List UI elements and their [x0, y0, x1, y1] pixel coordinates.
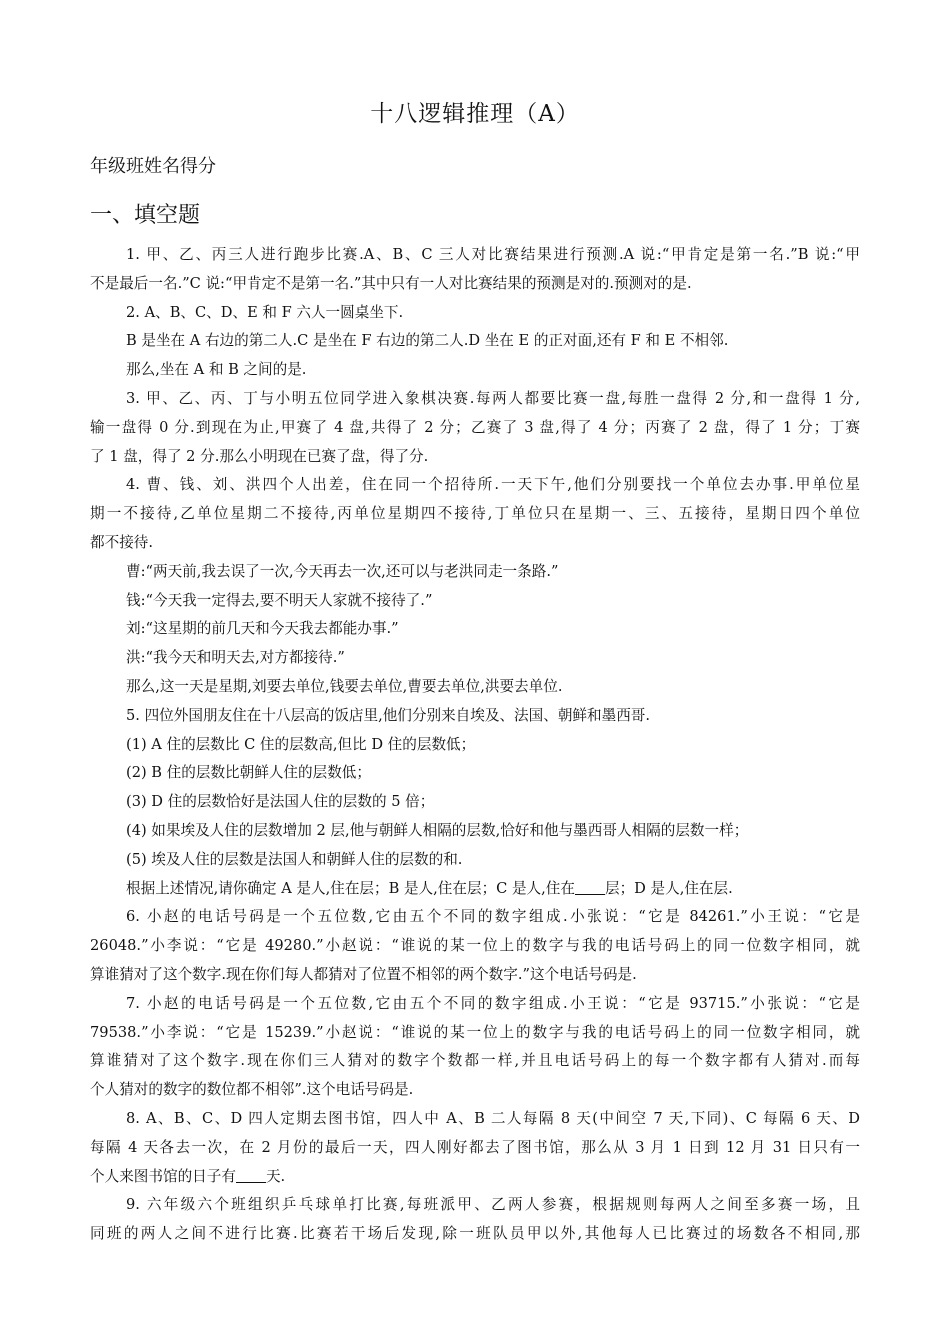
text-line	[90, 500, 860, 529]
text-line	[90, 846, 860, 875]
text-line	[90, 327, 860, 356]
text-line	[90, 990, 860, 1019]
text-line	[90, 817, 860, 846]
line-text: (3) D 住的层数恰好是法国人住的层数的 5 倍；	[126, 793, 435, 811]
text-line	[90, 788, 860, 817]
line-text: 个人来图书馆的日子有	[90, 1167, 236, 1185]
line-text: (4) 如果埃及人住的层数增加 2 层,他与朝鲜人相隔的层数,恰好和他与墨西哥人相隔的层数一样；	[126, 821, 749, 839]
text-line	[90, 1220, 860, 1249]
line-text: 1. 甲、乙、丙三人进行跑步比赛.A、B、C 三人对比赛结果进行预测.A 说:“甲肯定是第一名.”B 说:“甲	[126, 246, 860, 263]
page-title: 十八逻辑推理（A）	[370, 101, 580, 127]
question-body	[90, 241, 860, 1249]
line-text: 曹:“两天前,我去误了一次,今天再去一次,还可以与老洪同走一条路.”	[126, 562, 559, 580]
student-info-line: 年级班姓名得分	[90, 156, 216, 177]
text-line	[90, 759, 860, 788]
text-line	[90, 673, 860, 702]
line-text: 个人猜对的数字的数位都不相邻”.这个电话号码是.	[90, 1081, 414, 1099]
text-line	[90, 702, 860, 731]
text-line	[90, 1076, 860, 1105]
text-line	[90, 731, 860, 760]
line-text: 了 1 盘，得了 2 分.那么小明现在已赛了盘，得了分.	[90, 447, 429, 465]
text-line	[90, 529, 860, 558]
text-line	[90, 961, 860, 990]
line-text: 26048.”小李说：“它是 49280.”小赵说：“谁说的某一位上的数字与我的电话号码上的同一位数字相同，就	[90, 937, 860, 955]
text-line	[90, 414, 860, 443]
line-text: 3. 甲、乙、丙、丁与小明五位同学进入象棋决赛.每两人都要比赛一盘,每胜一盘得 2 分,和一盘得 1 分,	[126, 389, 860, 407]
text-line	[90, 558, 860, 587]
line-text: 同班的两人之间不进行比赛.比赛若干场后发现,除一班队员甲以外,其他每人已比赛过的场数各不相同,那	[90, 1225, 860, 1243]
text-line	[90, 1163, 860, 1192]
section-heading: 一、填空题	[90, 203, 201, 228]
line-text: 4. 曹、钱、刘、洪四个人出差，住在同一个招待所.一天下午,他们分别要找一个单位去办事.甲单位星	[126, 476, 860, 494]
line-text: 刘:“这星期的前几天和今天我去都能办事.”	[126, 620, 399, 638]
line-text: 都不接待.	[90, 533, 154, 551]
line-text: 算谁猜对了这个数字.现在你们三人猜对的数字个数都一样,并且电话号码上的每一个数字都有人猜对.而每	[90, 1052, 860, 1070]
text-line	[90, 471, 860, 500]
line-text: (1) A 住的层数比 C 住的层数高,但比 D 住的层数低；	[126, 735, 476, 753]
text-line	[90, 356, 860, 385]
line-text: 根据上述情况,请你确定 A 是人,住在层；B 是人,住在层；C 是人,住在	[126, 879, 575, 897]
text-line	[90, 1019, 860, 1048]
line-text: 不是最后一名.”C 说:“甲肯定不是第一名.”其中只有一人对比赛结果的预测是对的.预测对的是.	[90, 274, 692, 292]
line-text: 输一盘得 0 分.到现在为止,甲赛了 4 盘,共得了 2 分；乙赛了 3 盘,得了 4 分；丙赛了 2 盘，得了 1 分；丁赛	[90, 418, 860, 436]
line-text: 那么,坐在 A 和 B 之间的是.	[126, 361, 307, 379]
text-line	[90, 903, 860, 932]
answer-blank	[236, 1168, 266, 1183]
line-text: 2. A、B、C、D、E 和 F 六人一圆桌坐下.	[126, 303, 404, 321]
text-line	[90, 385, 860, 414]
text-line	[90, 932, 860, 961]
text-line	[90, 443, 860, 472]
text-line	[90, 587, 860, 616]
text-line	[90, 615, 860, 644]
line-text: 6. 小赵的电话号码是一个五位数,它由五个不同的数字组成.小张说：“它是 84261.”小王说：“它是	[126, 908, 860, 926]
line-text: 那么,这一天是星期,刘要去单位,钱要去单位,曹要去单位,洪要去单位.	[126, 677, 563, 695]
line-text: 每隔 4 天各去一次，在 2 月份的最后一天，四人刚好都去了图书馆，那么从 3 月 1 日到 12 月 31 日只有一	[90, 1138, 860, 1156]
text-line	[90, 1105, 860, 1134]
line-text: B 是坐在 A 右边的第二人.C 是坐在 F 右边的第二人.D 坐在 E 的正对面,还有 F 和 E 不相邻.	[126, 332, 729, 350]
text-line	[90, 875, 860, 904]
line-text: 5. 四位外国朋友住在十八层高的饭店里,他们分别来自埃及、法国、朝鲜和墨西哥.	[126, 706, 651, 724]
line-text: 算谁猜对了这个数字.现在你们每人都猜对了位置不相邻的两个数字.”这个电话号码是.	[90, 965, 637, 983]
text-line	[90, 1134, 860, 1163]
line-text: 期一不接待,乙单位星期二不接待,丙单位星期四不接待,丁单位只在星期一、三、五接待，星期日四个单位	[90, 505, 860, 523]
text-line	[90, 644, 860, 673]
text-line	[90, 270, 860, 299]
line-text: 7. 小赵的电话号码是一个五位数,它由五个不同的数字组成.小王说：“它是 93715.”小张说：“它是	[126, 994, 860, 1012]
text-line	[90, 1191, 860, 1220]
text-line	[90, 299, 860, 328]
line-text: 8. A、B、C、D 四人定期去图书馆，四人中 A、B 二人每隔 8 天(中间空 7 天,下同)、C 每隔 6 天、D	[126, 1109, 860, 1127]
text-line	[90, 1047, 860, 1076]
line-text: 洪:“我今天和明天去,对方都接待.”	[126, 649, 345, 667]
line-text: 9. 六年级六个班组织乒乓球单打比赛,每班派甲、乙两人参赛，根据规则每两人之间至多赛一场，且	[126, 1196, 860, 1214]
line-text: 钱:“今天我一定得去,要不明天人家就不接待了.”	[126, 591, 433, 609]
text-line	[90, 241, 860, 270]
line-text: 79538.”小李说：“它是 15239.”小赵说：“谁说的某一位上的数字与我的电话号码上的同一位数字相同，就	[90, 1023, 860, 1041]
line-text: 天.	[265, 1167, 286, 1185]
line-text: 层；D 是人,住在层.	[604, 879, 733, 897]
line-text: (5) 埃及人住的层数是法国人和朝鲜人住的层数的和.	[126, 850, 463, 868]
answer-blank	[575, 880, 605, 895]
line-text: (2) B 住的层数比朝鲜人住的层数低；	[126, 764, 371, 782]
